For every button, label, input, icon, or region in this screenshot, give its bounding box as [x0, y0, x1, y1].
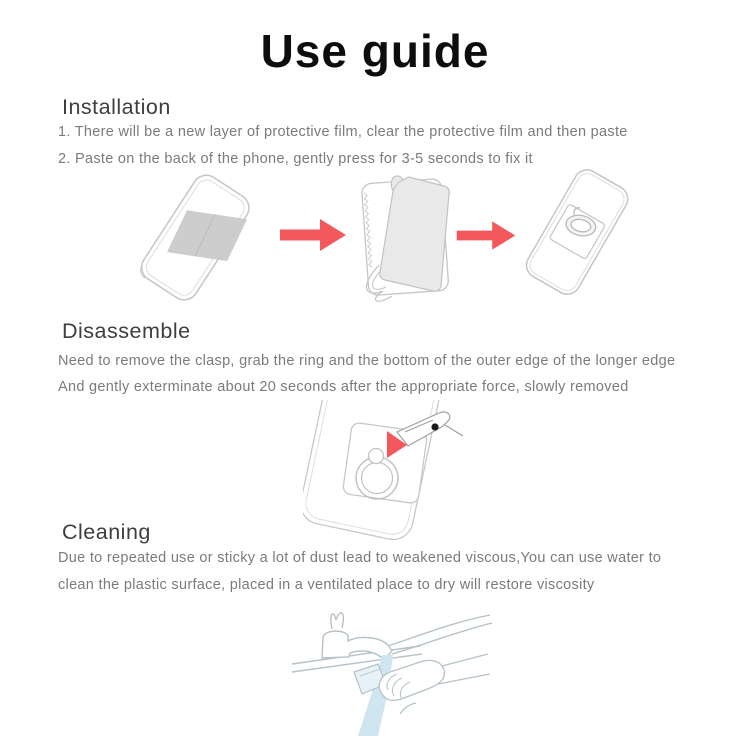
cleaning-heading: Cleaning [62, 520, 151, 544]
disassemble-line-1: Need to remove the clasp, grab the ring and the bottom of the outer edge of the longer edge [58, 353, 676, 369]
peel-protective-film-icon [348, 168, 464, 302]
rinse-under-faucet-icon [292, 602, 492, 750]
installation-step-2: 2. Paste on the back of the phone, gently press for 3-5 seconds to fix it [58, 151, 533, 167]
phone-with-film-icon [124, 174, 266, 302]
arrow-right-icon [455, 219, 517, 252]
disassemble-line-2: And gently exterminate about 20 seconds after the appropriate force, slowly removed [58, 379, 629, 395]
disassemble-heading: Disassemble [62, 319, 191, 343]
installation-step-1: 1. There will be a new layer of protective film, clear the protective film and then paste [58, 124, 628, 140]
cleaning-line-2: clean the plastic surface, placed in a ventilated place to dry will restore viscosity [58, 577, 595, 593]
page-title: Use guide [260, 25, 490, 77]
arrow-right-icon [278, 217, 348, 253]
phone-with-ring-holder-icon [512, 169, 640, 295]
installation-heading: Installation [62, 95, 171, 119]
cleaning-line-1: Due to repeated use or sticky a lot of dust lead to weakened viscous,You can use water to [58, 550, 662, 566]
pry-ring-clasp-icon [303, 400, 481, 540]
